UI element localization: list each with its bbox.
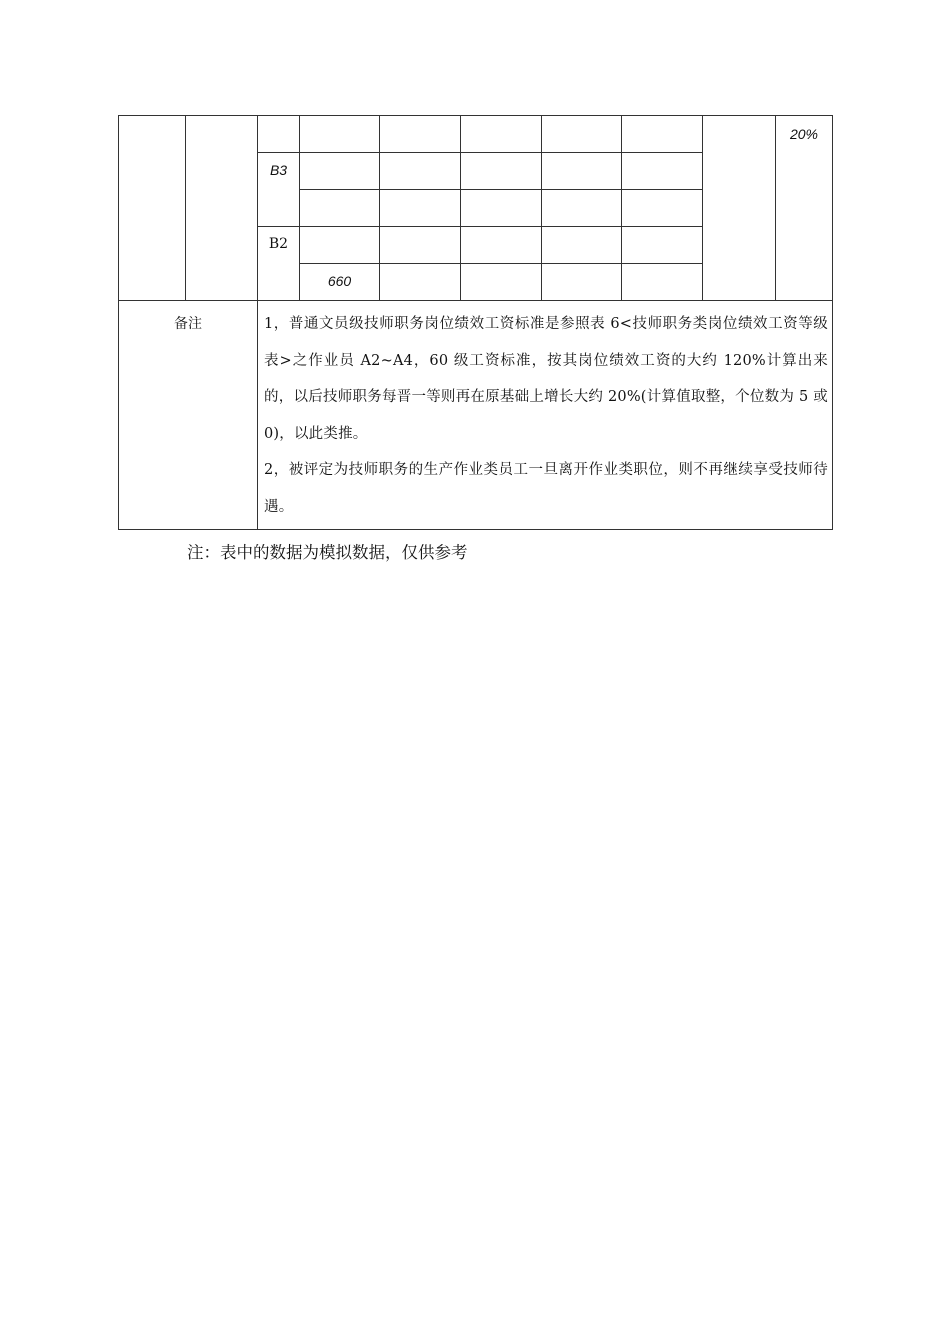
grade-cell: B3	[258, 153, 300, 227]
table-row	[119, 116, 833, 153]
value-cell	[542, 227, 622, 264]
value-cell	[461, 227, 542, 264]
category-cell	[119, 116, 186, 301]
value-cell	[542, 153, 622, 190]
value-cell	[622, 264, 703, 301]
value-cell	[300, 116, 380, 153]
remark-body	[258, 301, 833, 530]
value-cell	[380, 227, 461, 264]
value-cell: 660	[300, 264, 380, 301]
value-cell	[542, 190, 622, 227]
remark-label: 备注	[119, 301, 258, 530]
remark-line: 2，被评定为技师职务的生产作业类员工一旦离开作业类职位，则不再继续享受技师待遇。	[264, 462, 828, 515]
value-cell	[542, 264, 622, 301]
value-cell	[622, 227, 703, 264]
value-cell	[622, 190, 703, 227]
value-cell	[461, 116, 542, 153]
value-cell	[300, 190, 380, 227]
increase-pct-cell: 20%	[776, 116, 833, 301]
subcategory-cell	[186, 116, 258, 301]
value-cell	[300, 227, 380, 264]
value-cell	[461, 264, 542, 301]
value-cell	[380, 190, 461, 227]
value-cell	[380, 153, 461, 190]
value-cell	[622, 116, 703, 153]
grade-cell: B2	[258, 227, 300, 301]
remark-row	[119, 301, 833, 530]
remark-line: 1，普通文员级技师职务岗位绩效工资标准是参照表 6<技师职务类岗位绩效工资等级表>之作业员 A2~A4，60 级工资标准，按其岗位绩效工资的大约 120%计算出来的，以后技师职务每晋一等则再在原基础上增长大约 20%(计算值取整，个位数为 5 或 0)，以此类推。	[264, 316, 828, 442]
value-cell	[380, 264, 461, 301]
blank-cell	[703, 116, 776, 301]
value-cell	[300, 153, 380, 190]
footnote: 注：表中的数据为模拟数据，仅供参考	[187, 543, 468, 562]
value-cell	[461, 190, 542, 227]
value-cell	[622, 153, 703, 190]
salary-table	[118, 115, 833, 530]
value-cell	[380, 116, 461, 153]
grade-cell	[258, 116, 300, 153]
value-cell	[542, 116, 622, 153]
value-cell	[461, 153, 542, 190]
